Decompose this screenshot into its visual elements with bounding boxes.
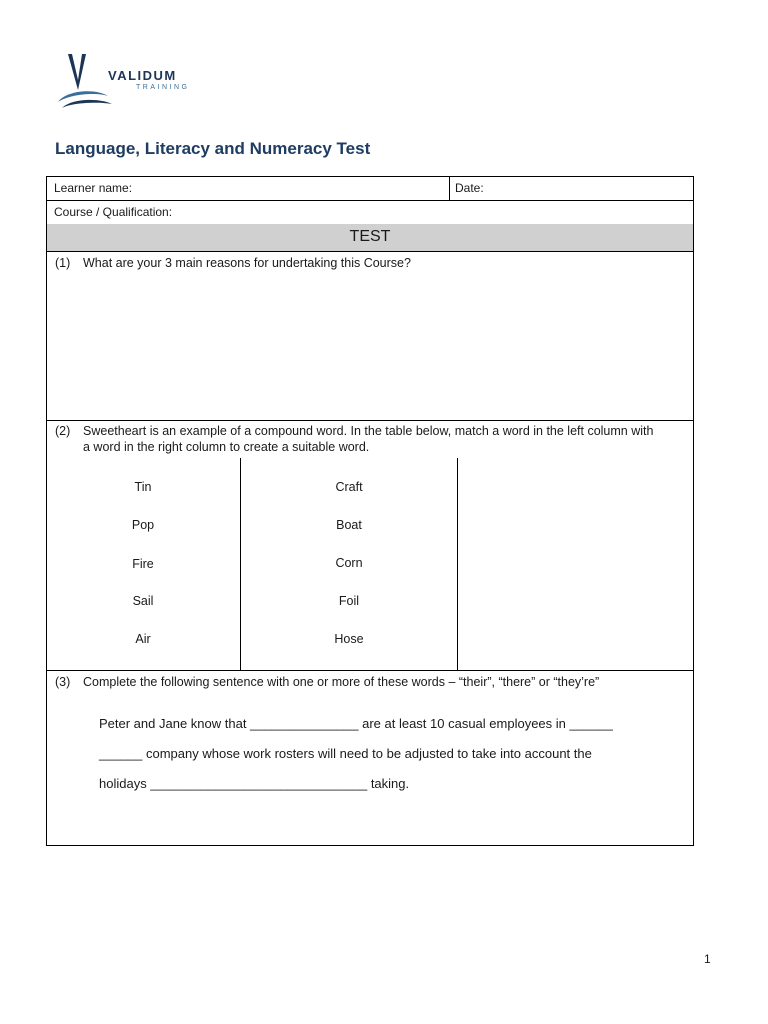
sentence-line-3: holidays ______________________________ taking. [99,776,410,791]
sentence-line-2: ______ company whose work rosters will need to be adjusted to take into account the [99,746,592,761]
right-word: Foil [338,594,360,608]
left-word: Sail [132,594,154,608]
left-word: Pop [131,518,155,532]
left-word: Tin [134,480,152,494]
question-1 [55,256,675,406]
right-word: Corn [335,556,363,570]
question-text: What are your 3 main reasons for undertaking this Course? [83,256,411,270]
question-3 [55,675,685,695]
right-word: Craft [335,480,363,494]
date-label: Date: [455,181,484,195]
question-text: Sweetheart is an example of a compound word. In the table below, match a word in the left column with a word in the right column to create a suitable word. [83,424,654,454]
divider [449,177,450,200]
course-qualification-label: Course / Qualification: [54,205,173,219]
divider [47,420,693,421]
page-title: Language, Literacy and Numeracy Test [55,139,371,158]
section-header-test: TEST [47,224,693,251]
question-number: (3) [55,675,71,689]
divider [47,200,693,201]
sentence-line-1: Peter and Jane know that _______________ are at least 10 casual employees in ______ [99,716,613,731]
divider [457,458,458,670]
validum-v-swoosh-icon [56,50,116,114]
question-number: (2) [55,424,71,438]
right-word: Boat [336,518,362,532]
question-2 [55,424,675,464]
learner-name-label: Learner name: [54,181,133,195]
divider [47,251,693,252]
page-number: 1 [704,952,711,966]
brand-name: VALIDUM [108,68,177,83]
brand-tagline: TRAINING [136,84,190,91]
question-text: Complete the following sentence with one or more of these words – “their”, “there” or “they’re” [83,675,600,689]
divider [47,670,693,671]
validum-logo [56,50,196,114]
question-number: (1) [55,256,71,270]
left-word: Fire [132,557,154,571]
right-word: Hose [334,632,364,646]
test-form [46,176,694,846]
left-word: Air [135,632,151,646]
divider [240,458,241,670]
